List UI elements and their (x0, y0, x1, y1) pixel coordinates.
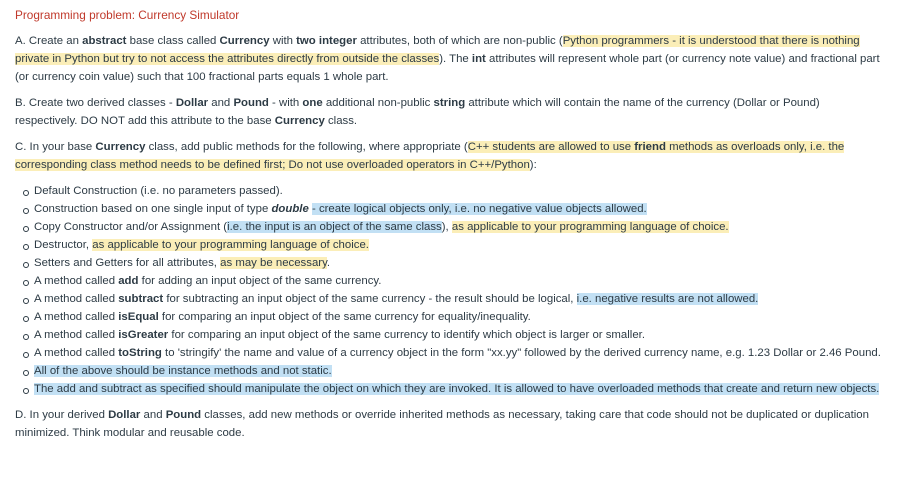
highlight-yellow: as may be necessary (220, 257, 327, 269)
highlight-blue: i.e. negative results are not allowed. (576, 293, 759, 305)
list-item (34, 254, 907, 272)
text-bold: Dollar (175, 97, 209, 109)
highlight-yellow: C++ students are allowed to use (467, 141, 635, 153)
text: for comparing an input object of the same currency for equality/inequality. (158, 311, 531, 323)
text-bold: Currency (274, 115, 325, 127)
text-bold: abstract (82, 35, 127, 47)
text-bold: toString (118, 347, 162, 359)
list-item (34, 326, 907, 344)
text: class. (324, 115, 358, 127)
text: C. In your base (15, 141, 96, 153)
text: with (269, 35, 297, 47)
text: classes, add new methods or override inherited methods as necessary, taking care that code should not be duplicated or duplication minimized. Think modular and reusable code. (15, 409, 869, 439)
list-item (34, 236, 907, 254)
paragraph-c (15, 138, 907, 174)
paragraph-b (15, 94, 907, 130)
text-bold: subtract (118, 293, 164, 305)
text: B. Create two derived classes - (15, 97, 176, 109)
text: . (326, 257, 331, 269)
paragraph-d (15, 406, 907, 442)
text: for subtracting an input object of the same currency - the result should be logical, (163, 293, 577, 305)
list-item (34, 218, 907, 236)
text: for adding an input object of the same currency. (138, 275, 382, 287)
text: Destructor, (34, 239, 93, 251)
text: Construction based on one single input of type (34, 203, 272, 215)
highlight-blue: . (876, 383, 880, 395)
text: additional non-public (322, 97, 434, 109)
text: D. In your derived (15, 409, 109, 421)
text-bold: add (118, 275, 139, 287)
text-bold: two integer (296, 35, 357, 47)
text: attributes, both of which are non-public ( (356, 35, 563, 47)
text: and (140, 409, 166, 421)
paragraph-a (15, 32, 907, 86)
text: A method called (34, 275, 119, 287)
text: base class called (126, 35, 220, 47)
list-item (34, 182, 907, 200)
page-title: Programming problem: Currency Simulator (15, 8, 240, 22)
text: - with (268, 97, 303, 109)
text: Default Construction (i.e. no parameters passed). (34, 185, 283, 197)
highlight-yellow-bold: friend (634, 141, 666, 153)
text-bold: one (302, 97, 323, 109)
highlight-blue: All of the above should be instance methods and not static. (34, 365, 332, 377)
list-item (34, 200, 907, 218)
text-bold: Pound (165, 409, 202, 421)
highlight-blue: i.e. the input is an object of the same class (227, 221, 442, 233)
list-item (34, 308, 907, 326)
list-item (34, 290, 907, 308)
text-bold: isGreater (118, 329, 169, 341)
list-item (34, 380, 907, 398)
list-item (34, 344, 907, 362)
text: ), (441, 221, 452, 233)
list-item (34, 272, 907, 290)
text: and (208, 97, 234, 109)
text-bold: Currency (95, 141, 146, 153)
highlight-yellow: as applicable to your programming language of choice. (451, 221, 729, 233)
highlight-yellow: Python programmers - it is understood that there is nothing private in Python but try to not access the attributes directly from outside the classes (15, 35, 860, 65)
text: Copy Constructor and/or Assignment ( (34, 221, 228, 233)
text: class, add public methods for the following, where appropriate ( (145, 141, 468, 153)
text: attribute which will contain the name of the currency (Dollar or Pound) respectively. DO NOT add this attribute to the base (15, 97, 820, 127)
list-item (34, 362, 907, 380)
text-bold: string (433, 97, 466, 109)
text-bold: Pound (233, 97, 269, 109)
text: A. Create an (15, 35, 83, 47)
text: A method called (34, 311, 119, 323)
text: ): (529, 159, 537, 171)
text: Setters and Getters for all attributes, (34, 257, 221, 269)
text: A method called (34, 293, 119, 305)
text: A method called (34, 347, 119, 359)
text: A method called (34, 329, 119, 341)
text-bold: int (471, 53, 486, 65)
text-bold: Currency (219, 35, 270, 47)
text-bold: Dollar (108, 409, 141, 421)
text: attributes will represent whole part (or currency note value) and fractional part (or currency coin value) such that 100 fractional parts equals 1 whole part. (15, 53, 880, 83)
method-list (15, 182, 907, 398)
text-bold: isEqual (118, 311, 159, 323)
text-bold-italic: double (271, 203, 309, 215)
highlight-yellow: as applicable to your programming language of choice. (92, 239, 369, 251)
highlight-blue: - create logical objects only, i.e. no negative value objects allowed. (311, 203, 647, 215)
highlight-yellow: methods as overloads only, i.e. the corresponding class method needs to be defined first; Do not use overloaded operators in C++/Python (15, 141, 845, 171)
text: to 'stringify' the name and value of a currency object in the form "xx.yy" followed by the derived currency name, e.g. 1.23 Dollar or 2.46 Pound. (161, 347, 881, 359)
text: for comparing an input object of the same currency to identify which object is larger or smaller. (168, 329, 645, 341)
text: ). The (439, 53, 472, 65)
highlight-blue: The add and subtract as specified should manipulate the object on which they are invoked. It is allowed to have overloaded methods that create and return new objects (34, 383, 877, 395)
